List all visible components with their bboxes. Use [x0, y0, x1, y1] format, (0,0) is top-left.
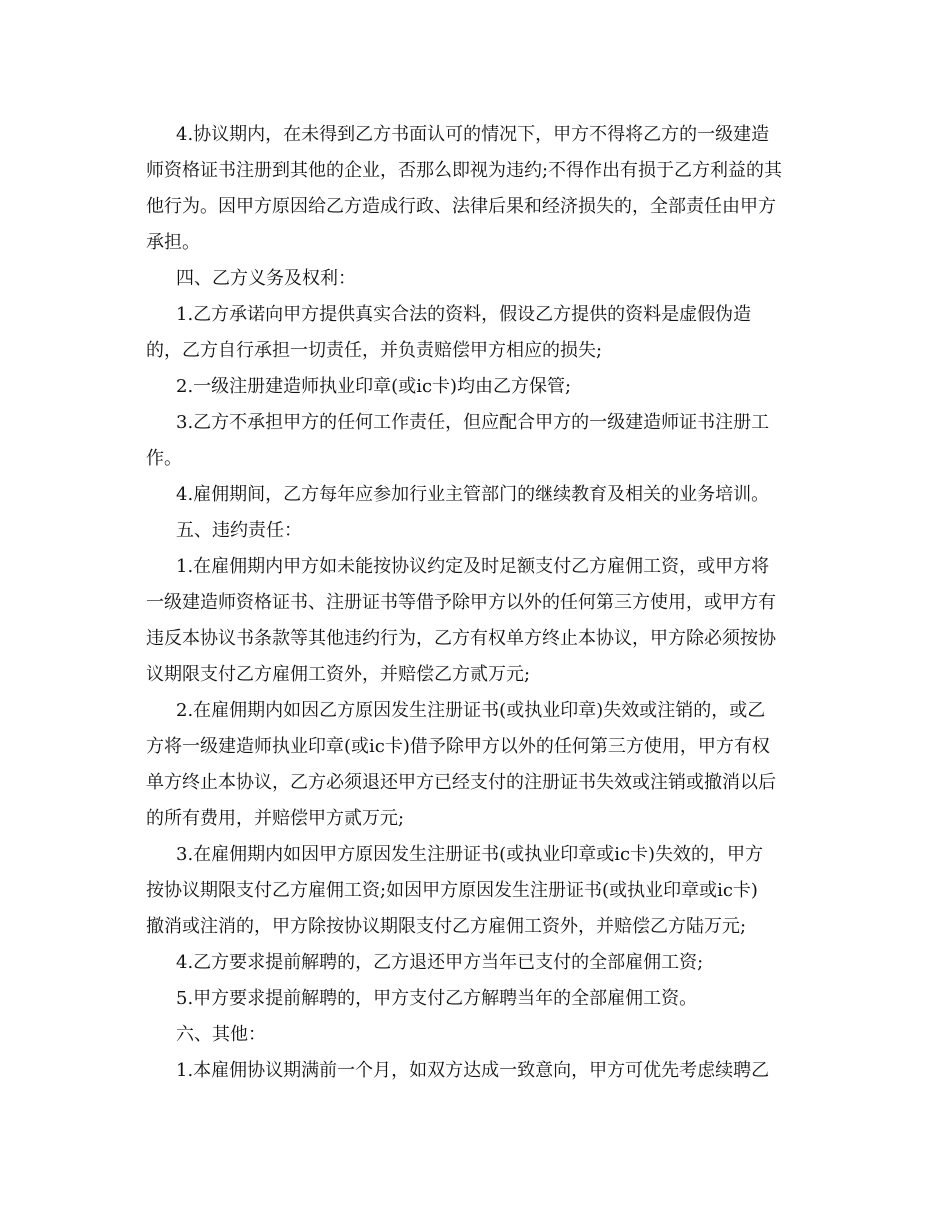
- document-body: [146, 117, 811, 1089]
- clause-paragraph: 2.在雇佣期内如因乙方原因发生注册证书(或执业印章)失效或注销的，或乙 方将一级建造师执业印章(或ic卡)借予除甲方以外的任何第三方使用，甲方有权 单方终止本协议，乙方必须退还甲方已经支付的注册证书失效或注销或撤消以后 的所有费用，并赔偿甲方贰万元;: [146, 700, 776, 829]
- clause-paragraph: 1.乙方承诺向甲方提供真实合法的资料，假设乙方提供的资料是虚假伪造 的，乙方自行承担一切责任，并负责赔偿甲方相应的损失;: [146, 304, 752, 361]
- section-heading: 六、其他：: [176, 1024, 266, 1045]
- clause-paragraph: 1.在雇佣期内甲方如未能按协议约定及时足额支付乙方雇佣工资，或甲方将 一级建造师资格证书、注册证书等借予除甲方以外的任何第三方使用，或甲方有 违反本协议书条款等其他违约行为，乙方有权单方终止本协议，甲方除必须按协 议期限支付乙方雇佣工资外，并赔偿乙方贰万元;: [146, 556, 776, 685]
- section-heading: 五、违约责任：: [176, 520, 302, 541]
- clause-paragraph: 2.一级注册建造师执业印章(或ic卡)均由乙方保管;: [176, 376, 572, 397]
- clause-paragraph: 4.乙方要求提前解聘的，乙方退还甲方当年已支付的全部雇佣工资;: [176, 952, 704, 973]
- clause-paragraph: 1.本雇佣协议期满前一个月，如双方达成一致意向，甲方可优先考虑续聘乙: [176, 1060, 770, 1081]
- clause-paragraph: 4.雇佣期间，乙方每年应参加行业主管部门的继续教育及相关的业务培训。: [176, 484, 770, 505]
- clause-paragraph: 3.在雇佣期内如因甲方原因发生注册证书(或执业印章或ic卡)失效的，甲方 按协议期限支付乙方雇佣工资;如因甲方原因发生注册证书(或执业印章或ic卡) 撤消或注消的，甲方除按协议期限支付乙方雇佣工资外，并赔偿乙方陆万元;: [146, 844, 764, 937]
- section-heading: 四、乙方义务及权利：: [176, 268, 356, 289]
- clause-paragraph: 5.甲方要求提前解聘的，甲方支付乙方解聘当年的全部雇佣工资。: [176, 988, 698, 1009]
- clause-paragraph: 4.协议期内，在未得到乙方书面认可的情况下，甲方不得将乙方的一级建造 师资格证书注册到其他的企业，否那么即视为违约;不得作出有损于乙方利益的其 他行为。因甲方原因给乙方造成行政、法律后果和经济损失的，全部责任由甲方 承担。: [146, 124, 783, 253]
- clause-paragraph: 3.乙方不承担甲方的任何工作责任，但应配合甲方的一级建造师证书注册工 作。: [146, 412, 770, 469]
